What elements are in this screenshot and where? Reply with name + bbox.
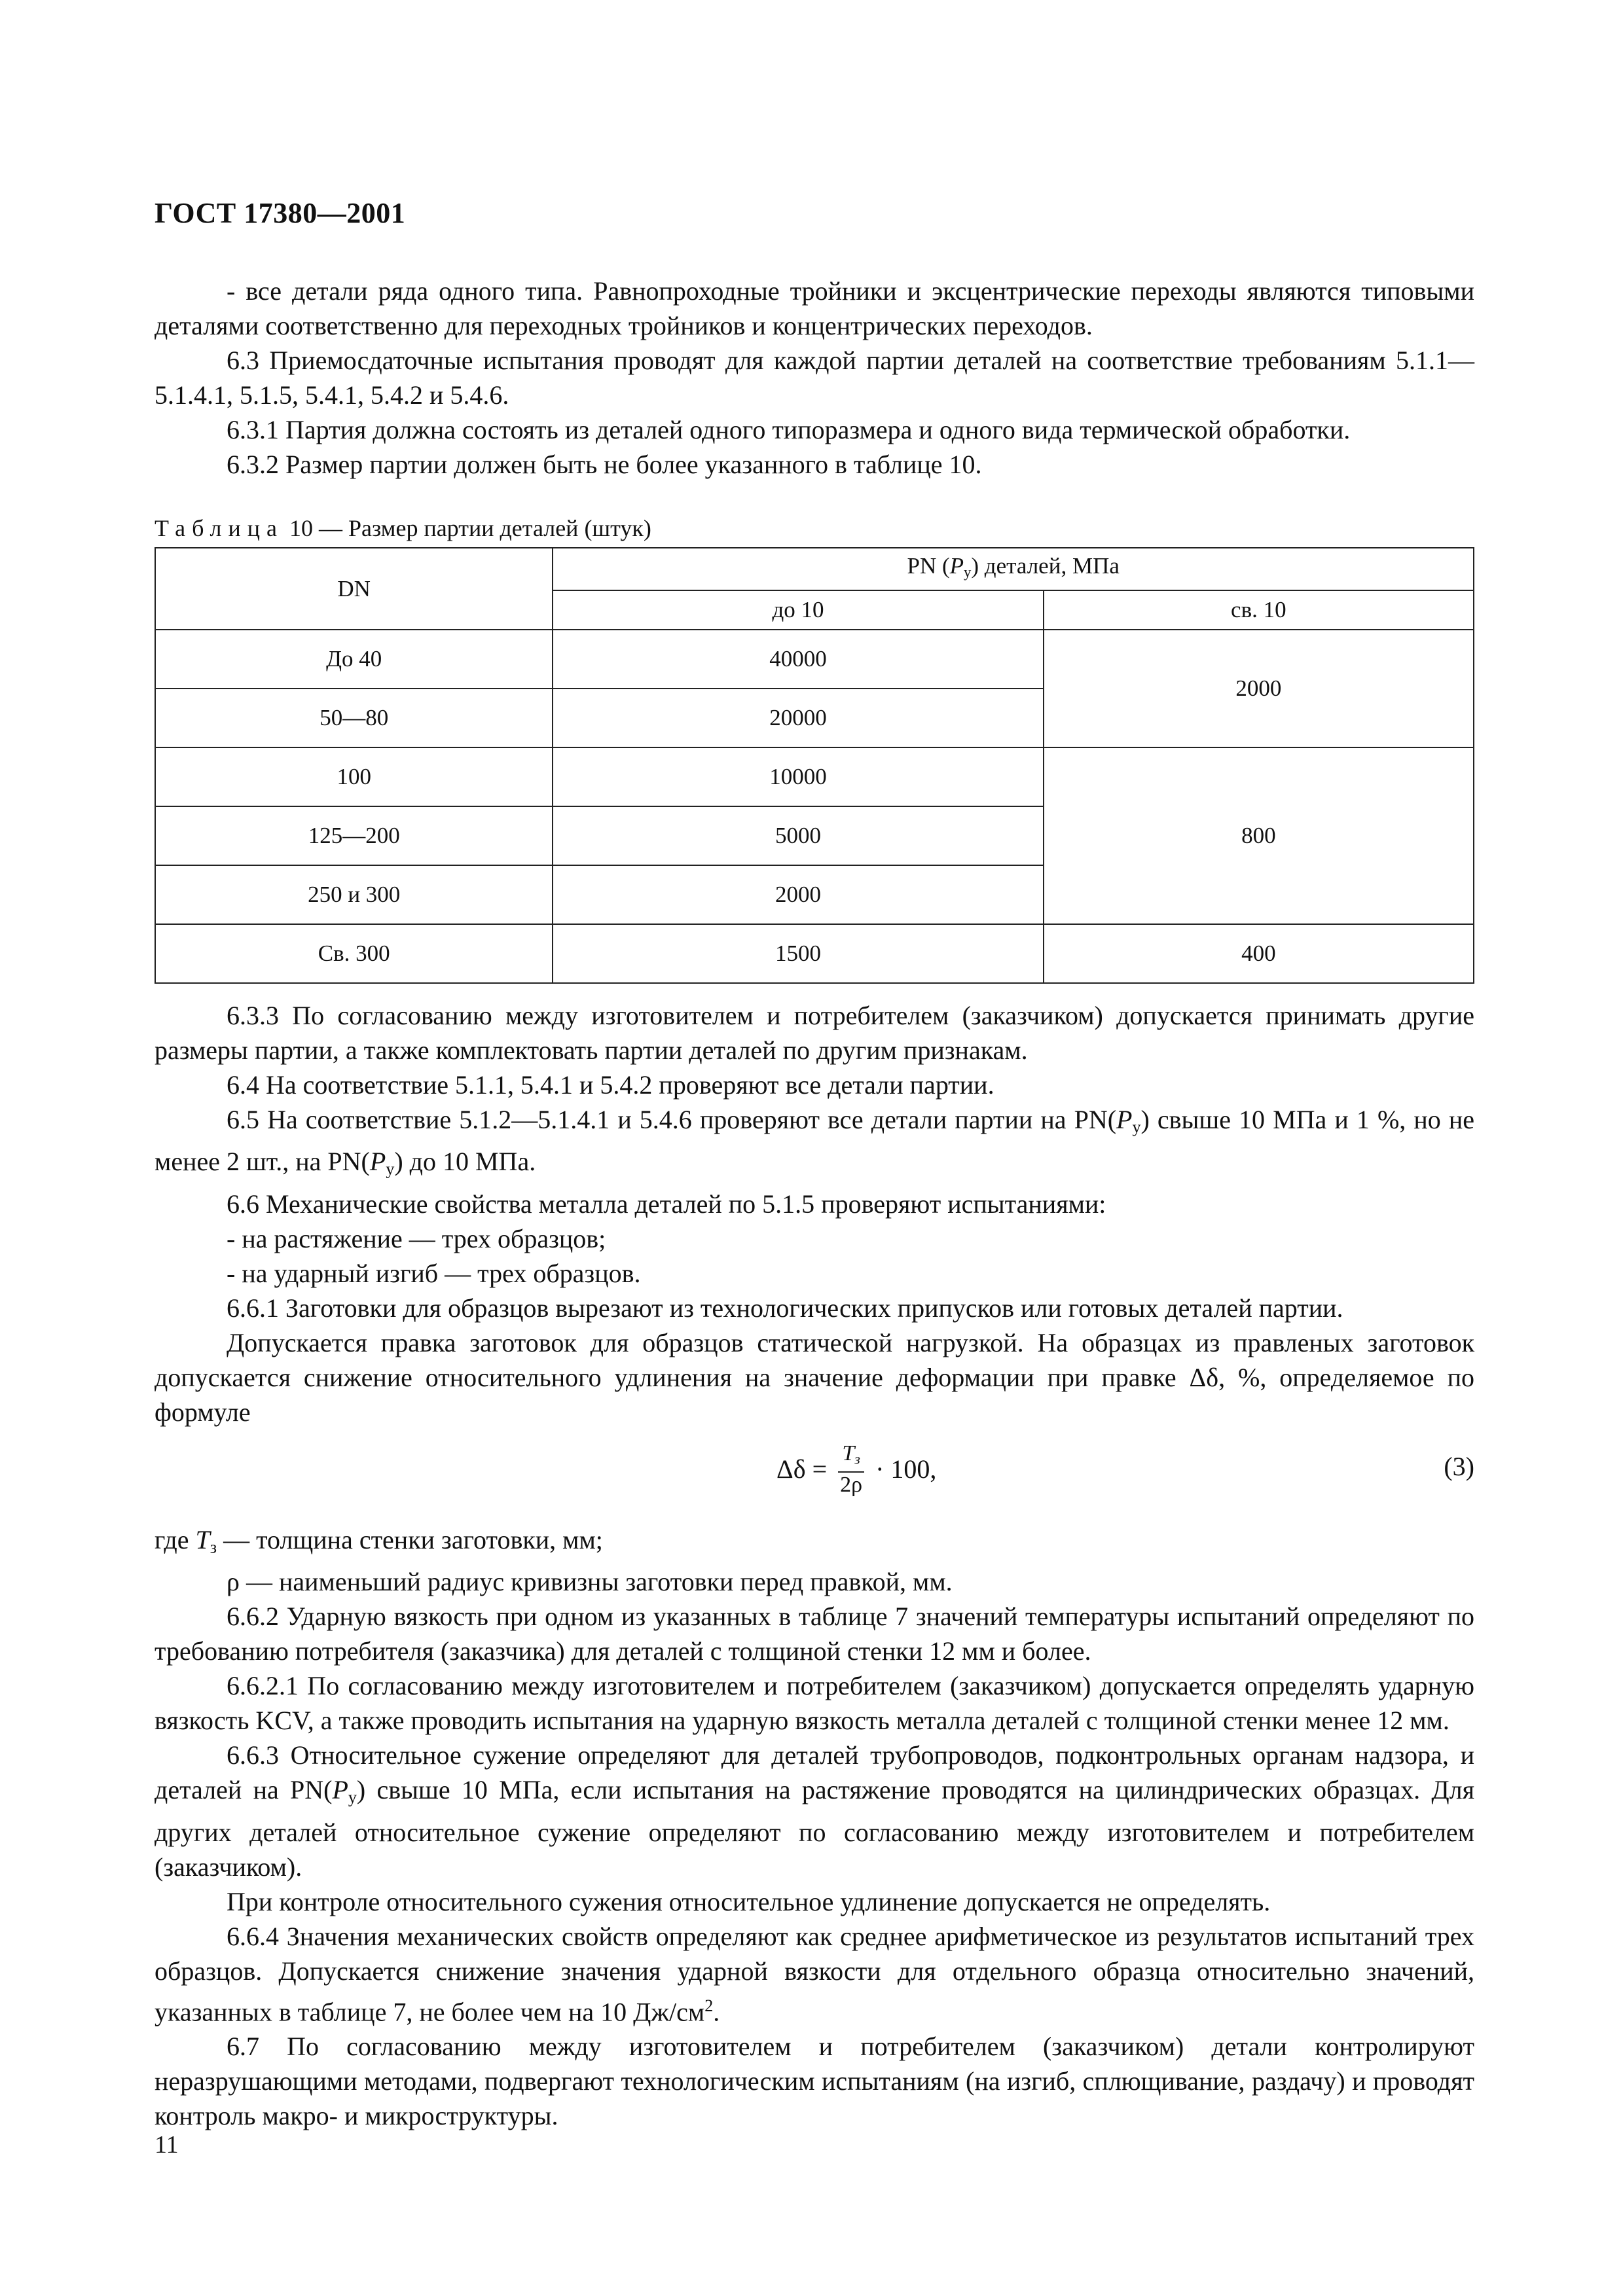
- text-run: .: [713, 1997, 720, 2027]
- paragraph: 6.3.2 Размер партии должен быть не более указанного в таблице 10.: [227, 450, 982, 479]
- paragraph: 6.3.1 Партия должна состоять из деталей одного типоразмера и одного вида термической обработки.: [227, 415, 1351, 444]
- text-run: — толщина стенки заготовки, мм;: [217, 1524, 603, 1554]
- paragraph: 6.3 Приемосдаточные испытания проводят для каждой партии деталей на соответствие требованиям 5.1.1—5.1.4.1, 5.1.5, 5.4.1, 5.4.2 и 5.4.6.: [155, 346, 1474, 410]
- table-row: [155, 630, 1474, 689]
- paragraph: [155, 1102, 1474, 1187]
- math-sub: у: [1132, 1117, 1141, 1137]
- paragraph: ρ — наименьший радиус кривизны заготовки перед правкой, мм.: [227, 1567, 953, 1597]
- paragraph: 6.4 На соответствие 5.1.1, 5.4.1 и 5.4.2 проверяют все детали партии.: [227, 1069, 994, 1100]
- paragraph: 6.7 По согласованию между изготовителем и потребителем (заказчиком) детали контролируют неразрушающими методами, подвергают технологическим испытаниям (на изгиб, сплющивание, раздачу) и проводят контроль макро- и микроструктуры.: [155, 2032, 1474, 2131]
- table-row: [155, 747, 1474, 806]
- paragraph: 6.6.2 Ударную вязкость при одном из указанных в таблице 7 значений температуры испытаний определяют по требованию потребителя (заказчика) для деталей с толщиной стенки 12 мм и более.: [155, 1602, 1474, 1666]
- table-row: [155, 924, 1474, 983]
- text-run: где: [155, 1524, 196, 1554]
- text-run: 6.5 На соответствие 5.1.2—5.1.4.1 и 5.4.6 проверяют все детали партии на PN(: [227, 1104, 1117, 1134]
- equation-number: (3): [1444, 1451, 1474, 1481]
- paragraph: [155, 1738, 1474, 1884]
- math-sub: у: [348, 1787, 357, 1807]
- math-sub: з: [210, 1537, 217, 1557]
- table-header-pn-var: P: [949, 553, 964, 579]
- formula-fraction: [836, 1441, 866, 1498]
- cell-upto-10: 5000: [553, 806, 1043, 865]
- document-header: ГОСТ 17380—2001: [155, 197, 406, 229]
- table-header-dn: DN: [155, 548, 553, 630]
- paragraph: 6.6.1 Заготовки для образцов вырезают из технологических припусков или готовых деталей партии.: [227, 1293, 1343, 1323]
- cell-over-10: 800: [1044, 747, 1474, 924]
- table-caption-label: Таблица: [155, 515, 283, 541]
- formula-rhs: · 100,: [875, 1454, 937, 1484]
- formula-block: [155, 1435, 1474, 1520]
- text-run: 6.6.3 Относительное сужение определяют для деталей трубопроводов, подконтрольных органам надзора, и деталей на PN(: [155, 1740, 1474, 1805]
- paragraph: 6.3.3 По согласованию между изготовителем и потребителем (заказчиком) допускается принимать другие размеры партии, а также комплектовать партии деталей по другим признакам.: [155, 1000, 1474, 1065]
- formula-denominator: 2ρ: [840, 1473, 863, 1498]
- math-var: P: [332, 1775, 348, 1805]
- table-header-pn: [553, 548, 1474, 590]
- cell-over-10: 2000: [1044, 630, 1474, 747]
- page-number: 11: [155, 2131, 179, 2159]
- math-var: P: [369, 1147, 386, 1177]
- cell-dn: 125—200: [155, 806, 553, 865]
- table-header-over-10: св. 10: [1044, 590, 1474, 630]
- table-header-pn-suffix: ) деталей, МПа: [971, 553, 1120, 579]
- paragraph: 6.6 Механические свойства металла деталей по 5.1.5 проверяют испытаниями:: [227, 1189, 1106, 1219]
- formula-lhs: Δδ =: [776, 1454, 828, 1484]
- list-item: - на ударный изгиб — трех образцов.: [227, 1258, 641, 1288]
- table-caption: [155, 513, 1474, 543]
- table-caption-title: 10 — Размер партии деталей (штук): [283, 515, 651, 541]
- cell-upto-10: 10000: [553, 747, 1043, 806]
- paragraph: При контроле относительного сужения относительное удлинение допускается не определять.: [227, 1886, 1271, 1916]
- math-var: T: [842, 1441, 855, 1465]
- document-body: [155, 274, 1474, 2133]
- cell-upto-10: 40000: [553, 630, 1043, 689]
- superscript: 2: [704, 1996, 714, 2015]
- math-sub: з: [854, 1450, 860, 1467]
- math-var: T: [195, 1524, 210, 1554]
- math-sub: у: [386, 1159, 395, 1179]
- cell-dn: До 40: [155, 630, 553, 689]
- text-run: ) свыше 10 МПа, если испытания на растяжение проводятся на цилиндрических образцах. Для других деталей относительное сужение определяют по согласованию между изготовителем и потребителем (заказчиком).: [155, 1775, 1474, 1882]
- cell-dn: Св. 300: [155, 924, 553, 983]
- paragraph: 6.6.2.1 По согласованию между изготовителем и потребителем (заказчиком) допускается определять ударную вязкость KCV, а также проводить испытания на ударную вязкость металла деталей с толщиной стенки менее 12 мм.: [155, 1671, 1474, 1736]
- paragraph: [155, 1919, 1474, 2029]
- list-item: - на растяжение — трех образцов;: [227, 1223, 606, 1253]
- table-header-pn-sub: у: [964, 564, 972, 581]
- paragraph: [155, 1522, 1474, 1565]
- cell-dn: 250 и 300: [155, 865, 553, 924]
- paragraph: - все детали ряда одного типа. Равнопроходные тройники и эксцентрические переходы являются типовыми деталями соответственно для переходных тройников и концентрических переходов.: [155, 276, 1474, 340]
- cell-dn: 50—80: [155, 689, 553, 747]
- text-run: 6.6.4 Значения механических свойств определяют как среднее арифметическое из результатов испытаний трех образцов. Допускается снижение значения ударной вязкости для отдельного образца относительно значений, указанных в таблице 7, не более чем на 10 Дж/см: [155, 1921, 1474, 2027]
- cell-over-10: 400: [1044, 924, 1474, 983]
- table-header-pn-prefix: PN (: [907, 553, 950, 579]
- cell-upto-10: 2000: [553, 865, 1043, 924]
- batch-size-table: [155, 547, 1474, 984]
- text-run: ) до 10 МПа.: [394, 1147, 536, 1177]
- formula: [776, 1441, 936, 1498]
- formula-numerator: [838, 1441, 864, 1473]
- cell-upto-10: 20000: [553, 689, 1043, 747]
- text-run: ) свыше 10 МПа и 1 %, но не менее 2 шт., на PN(: [155, 1104, 1474, 1177]
- math-var: P: [1116, 1104, 1133, 1134]
- cell-upto-10: 1500: [553, 924, 1043, 983]
- table-header-upto-10: до 10: [553, 590, 1043, 630]
- cell-dn: 100: [155, 747, 553, 806]
- paragraph: Допускается правка заготовок для образцов статической нагрузкой. На образцах из правленых заготовок допускается снижение относительного удлинения на значение деформации при правке Δδ, %, определяемое по формуле: [155, 1327, 1474, 1427]
